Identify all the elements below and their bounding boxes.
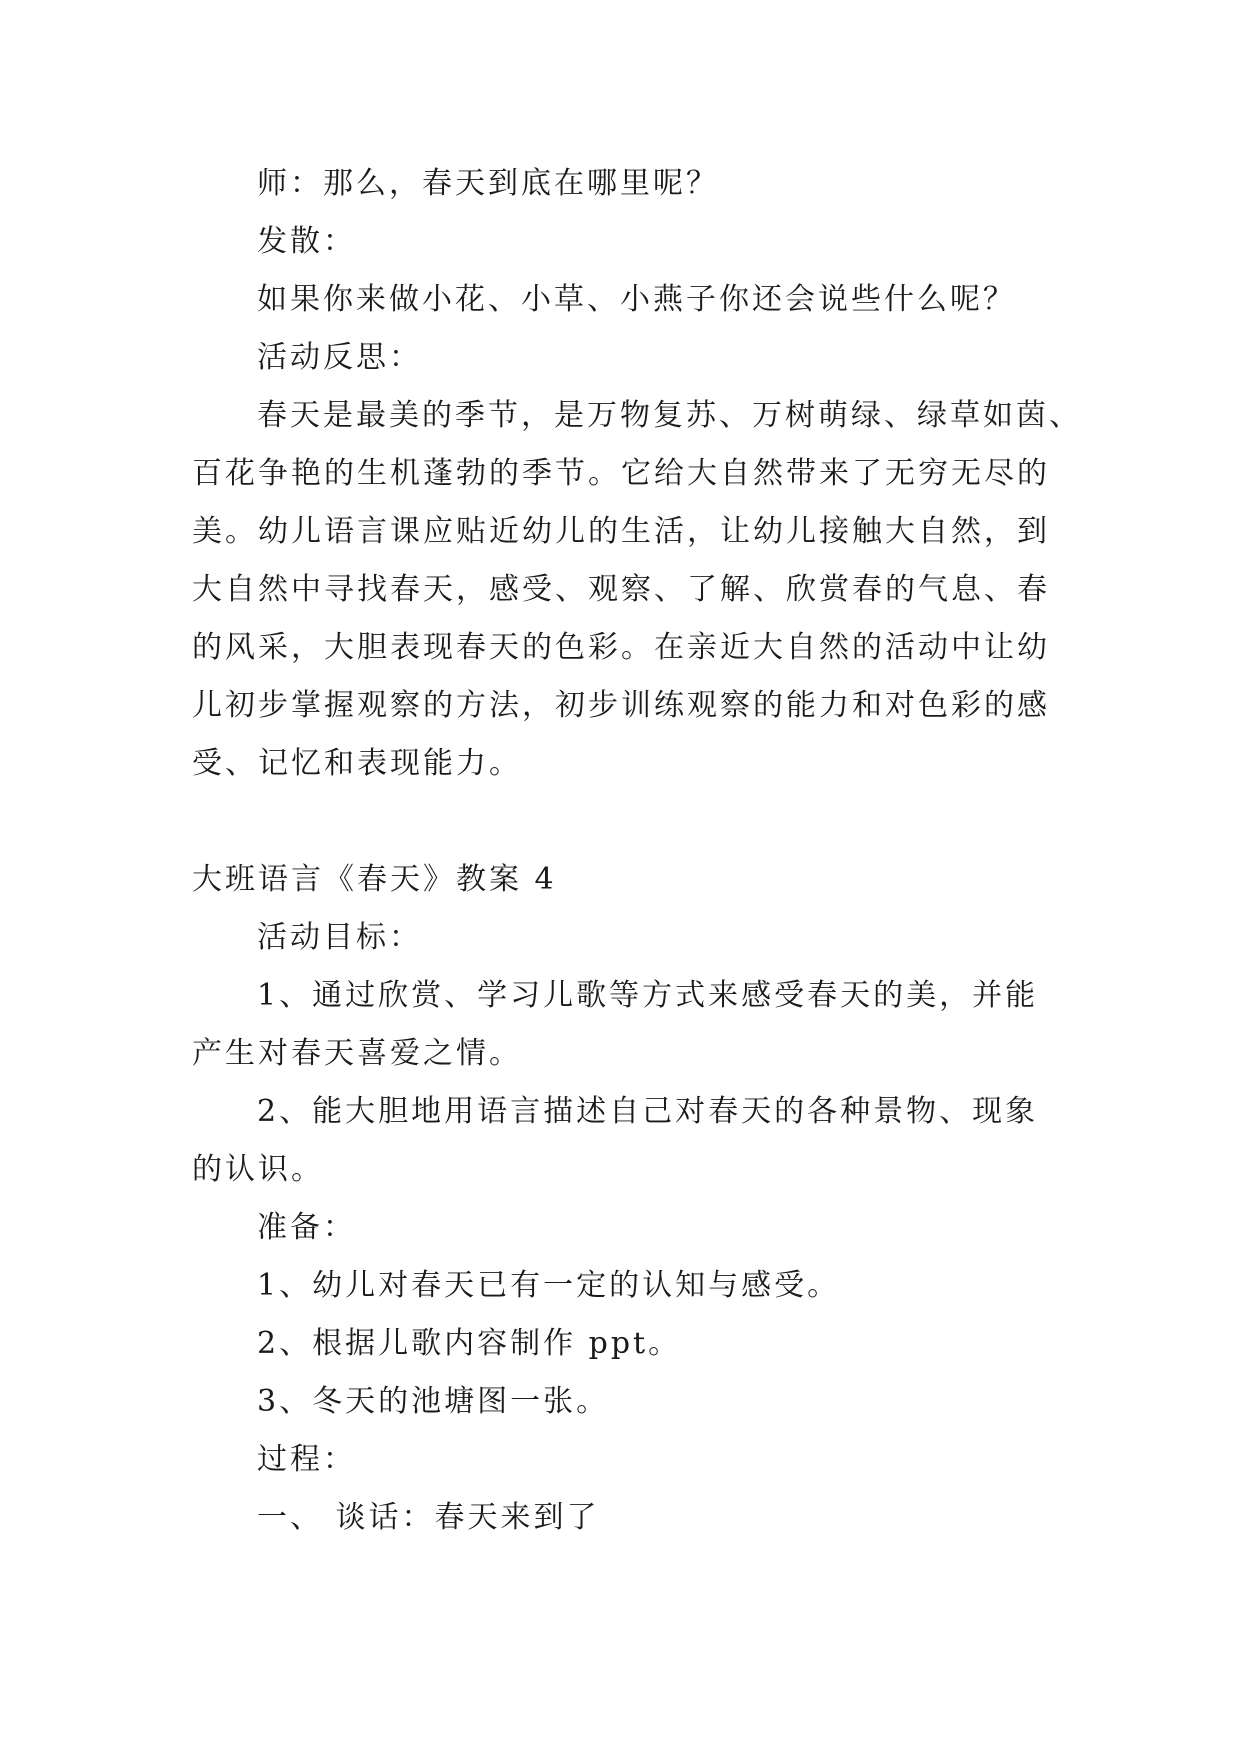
reflection-paragraph-line-1: 春天是最美的季节，是万物复苏、万树萌绿、绿草如茵、 [257,398,1082,433]
goal-2-line-1: 2、能大胆地用语言描述自己对春天的各种景物、现象 [257,1094,1039,1129]
preparation-item-1: 1、幼儿对春天已有一定的认知与感受。 [257,1268,841,1303]
goals-heading: 活动目标： [257,920,422,955]
divergence-question-line: 如果你来做小花、小草、小燕子你还会说些什么呢？ [257,282,1016,317]
reflection-paragraph-line-5: 的风采，大胆表现春天的色彩。在亲近大自然的活动中让幼 [192,630,1050,665]
reflection-paragraph-line-3: 美。幼儿语言课应贴近幼儿的生活，让幼儿接触大自然，到 [192,514,1050,549]
lesson-plan-title: 大班语言《春天》教案 4 [192,862,557,897]
process-step-1: 一、 谈话：春天来到了 [257,1500,600,1535]
reflection-paragraph-line-6: 儿初步掌握观察的方法，初步训练观察的能力和对色彩的感 [192,688,1050,723]
goal-1-line-2: 产生对春天喜爱之情。 [192,1036,522,1071]
reflection-paragraph-line-7: 受、记忆和表现能力。 [192,746,522,781]
preparation-item-3: 3、冬天的池塘图一张。 [257,1384,610,1419]
reflection-paragraph-line-4: 大自然中寻找春天，感受、观察、了解、欣赏春的气息、春 [192,572,1050,607]
reflection-paragraph-line-2: 百花争艳的生机蓬勃的季节。它给大自然带来了无穷无尽的 [192,456,1050,491]
goal-2-line-2: 的认识。 [192,1152,324,1187]
divergence-label: 发散： [257,224,356,259]
teacher-question-line: 师：那么，春天到底在哪里呢？ [257,166,719,201]
process-heading: 过程： [257,1442,356,1477]
goal-1-line-1: 1、通过欣赏、学习儿歌等方式来感受春天的美，并能 [257,978,1039,1013]
preparation-item-2: 2、根据儿歌内容制作 ppt。 [257,1326,682,1361]
preparation-heading: 准备： [257,1210,356,1245]
reflection-heading: 活动反思： [257,340,422,375]
